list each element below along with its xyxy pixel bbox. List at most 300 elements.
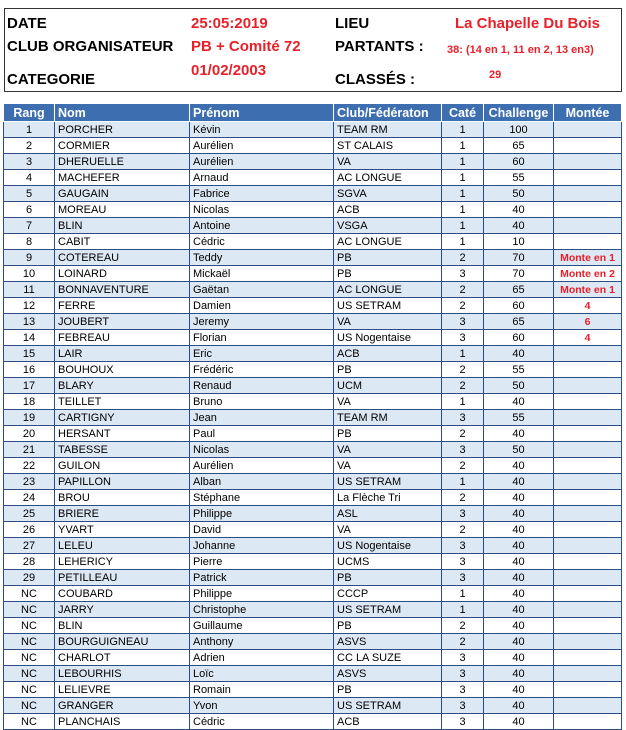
prenom-cell: Nicolas (190, 442, 334, 458)
challenge-cell: 55 (484, 362, 554, 378)
montee-cell (554, 586, 622, 602)
column-header-club: Club/Fédératon (334, 104, 442, 122)
prenom-cell: Philippe (190, 506, 334, 522)
club-cell: ACB (334, 346, 442, 362)
nom-cell: BRIERE (55, 506, 190, 522)
prenom-cell: Damien (190, 298, 334, 314)
table-row (4, 570, 622, 586)
rang-cell: 24 (4, 490, 55, 506)
montee-cell (554, 138, 622, 154)
cate-cell: 2 (442, 618, 484, 634)
classes-label: CLASSÉS : (335, 71, 416, 88)
cate-cell: 2 (442, 634, 484, 650)
challenge-cell: 40 (484, 458, 554, 474)
club-cell: ASVS (334, 666, 442, 682)
challenge-cell: 55 (484, 170, 554, 186)
nom-cell: GAUGAIN (55, 186, 190, 202)
categorie-label: CATEGORIE (7, 71, 96, 88)
rang-cell: NC (4, 618, 55, 634)
table-row (4, 426, 622, 442)
montee-cell (554, 202, 622, 218)
date-value: 25:05:2019 (191, 15, 268, 32)
challenge-cell: 40 (484, 218, 554, 234)
prenom-cell: Bruno (190, 394, 334, 410)
prenom-cell: Aurélien (190, 154, 334, 170)
club-organisateur-value: PB + Comité 72 (191, 38, 301, 55)
lieu-label: LIEU (335, 15, 370, 32)
montee-cell (554, 346, 622, 362)
montee-cell (554, 458, 622, 474)
challenge-cell: 40 (484, 554, 554, 570)
column-header-montee: Montée (554, 104, 622, 122)
nom-cell: LEBOURHIS (55, 666, 190, 682)
challenge-cell: 60 (484, 154, 554, 170)
table-row (4, 522, 622, 538)
challenge-cell: 40 (484, 522, 554, 538)
cate-cell: 3 (442, 330, 484, 346)
montee-cell (554, 218, 622, 234)
challenge-cell: 10 (484, 234, 554, 250)
table-row (4, 378, 622, 394)
rang-cell: 1 (4, 122, 55, 138)
nom-cell: BLARY (55, 378, 190, 394)
partants-value: 38: (14 en 1, 11 en 2, 13 en3) (447, 44, 594, 56)
rang-cell: 16 (4, 362, 55, 378)
montee-cell (554, 474, 622, 490)
prenom-cell: Antoine (190, 218, 334, 234)
challenge-cell: 50 (484, 378, 554, 394)
prenom-cell: Fabrice (190, 186, 334, 202)
club-cell: US SETRAM (334, 602, 442, 618)
montee-cell (554, 634, 622, 650)
prenom-cell: Aurélien (190, 458, 334, 474)
prenom-cell: Guillaume (190, 618, 334, 634)
nom-cell: PAPILLON (55, 474, 190, 490)
rang-cell: 20 (4, 426, 55, 442)
club-cell: VSGA (334, 218, 442, 234)
montee-cell: Monte en 1 (554, 250, 622, 266)
nom-cell: CARTIGNY (55, 410, 190, 426)
nom-cell: YVART (55, 522, 190, 538)
club-cell: PB (334, 570, 442, 586)
nom-cell: JARRY (55, 602, 190, 618)
rang-cell: NC (4, 602, 55, 618)
nom-cell: BLIN (55, 618, 190, 634)
prenom-cell: Christophe (190, 602, 334, 618)
club-cell: La Flèche Tri (334, 490, 442, 506)
montee-cell (554, 522, 622, 538)
table-row (4, 682, 622, 698)
montee-cell (554, 186, 622, 202)
challenge-cell: 60 (484, 298, 554, 314)
prenom-cell: Jeremy (190, 314, 334, 330)
nom-cell: PLANCHAIS (55, 714, 190, 730)
nom-cell: GUILON (55, 458, 190, 474)
column-header-prenom: Prénom (190, 104, 334, 122)
montee-cell (554, 698, 622, 714)
table-row (4, 538, 622, 554)
cate-cell: 2 (442, 522, 484, 538)
rang-cell: 4 (4, 170, 55, 186)
column-header-rang: Rang (4, 104, 55, 122)
prenom-cell: Stéphane (190, 490, 334, 506)
club-organisateur-label: CLUB ORGANISATEUR (7, 38, 174, 55)
nom-cell: LELEU (55, 538, 190, 554)
column-header-cate: Caté (442, 104, 484, 122)
challenge-cell: 40 (484, 394, 554, 410)
table-row (4, 394, 622, 410)
club-cell: US Nogentaise (334, 330, 442, 346)
table-row (4, 314, 622, 330)
montee-cell: 4 (554, 330, 622, 346)
club-cell: US Nogentaise (334, 538, 442, 554)
cate-cell: 1 (442, 202, 484, 218)
montee-cell: Monte en 2 (554, 266, 622, 282)
montee-cell (554, 650, 622, 666)
club-cell: ST CALAIS (334, 138, 442, 154)
nom-cell: TABESSE (55, 442, 190, 458)
club-cell: TEAM RM (334, 122, 442, 138)
cate-cell: 3 (442, 410, 484, 426)
montee-cell (554, 362, 622, 378)
challenge-cell: 40 (484, 650, 554, 666)
club-cell: VA (334, 314, 442, 330)
montee-cell (554, 490, 622, 506)
montee-cell (554, 666, 622, 682)
prenom-cell: Loïc (190, 666, 334, 682)
montee-cell (554, 394, 622, 410)
rang-cell: 19 (4, 410, 55, 426)
montee-cell: 4 (554, 298, 622, 314)
cate-cell: 1 (442, 586, 484, 602)
challenge-cell: 40 (484, 346, 554, 362)
challenge-cell: 70 (484, 266, 554, 282)
club-cell: UCM (334, 378, 442, 394)
rang-cell: 25 (4, 506, 55, 522)
montee-cell (554, 170, 622, 186)
prenom-cell: Renaud (190, 378, 334, 394)
cate-cell: 1 (442, 602, 484, 618)
club-cell: VA (334, 522, 442, 538)
cate-cell: 3 (442, 442, 484, 458)
prenom-cell: Jean (190, 410, 334, 426)
club-cell: AC LONGUE (334, 282, 442, 298)
nom-cell: FERRE (55, 298, 190, 314)
challenge-cell: 40 (484, 602, 554, 618)
rang-cell: 6 (4, 202, 55, 218)
cate-cell: 3 (442, 650, 484, 666)
rang-cell: 10 (4, 266, 55, 282)
nom-cell: MACHEFER (55, 170, 190, 186)
club-cell: ASVS (334, 634, 442, 650)
challenge-cell: 40 (484, 570, 554, 586)
cate-cell: 3 (442, 506, 484, 522)
rang-cell: NC (4, 698, 55, 714)
challenge-cell: 40 (484, 506, 554, 522)
prenom-cell: David (190, 522, 334, 538)
cate-cell: 3 (442, 314, 484, 330)
table-row (4, 186, 622, 202)
challenge-cell: 100 (484, 122, 554, 138)
montee-cell (554, 618, 622, 634)
cate-cell: 3 (442, 570, 484, 586)
challenge-cell: 40 (484, 698, 554, 714)
prenom-cell: Yvon (190, 698, 334, 714)
prenom-cell: Anthony (190, 634, 334, 650)
cate-cell: 2 (442, 426, 484, 442)
cate-cell: 1 (442, 186, 484, 202)
challenge-cell: 40 (484, 634, 554, 650)
club-cell: US SETRAM (334, 298, 442, 314)
montee-cell (554, 714, 622, 730)
table-row (4, 458, 622, 474)
cate-cell: 1 (442, 234, 484, 250)
table-row (4, 122, 622, 138)
cate-cell: 1 (442, 474, 484, 490)
nom-cell: MOREAU (55, 202, 190, 218)
event-info-header (4, 8, 622, 92)
challenge-cell: 40 (484, 538, 554, 554)
montee-cell (554, 682, 622, 698)
cate-cell: 2 (442, 362, 484, 378)
nom-cell: BOUHOUX (55, 362, 190, 378)
date-label: DATE (7, 15, 47, 32)
prenom-cell: Cédric (190, 234, 334, 250)
rang-cell: 29 (4, 570, 55, 586)
rang-cell: 28 (4, 554, 55, 570)
club-cell: AC LONGUE (334, 234, 442, 250)
nom-cell: CABIT (55, 234, 190, 250)
club-cell: VA (334, 394, 442, 410)
rang-cell: 3 (4, 154, 55, 170)
club-cell: UCMS (334, 554, 442, 570)
table-row (4, 250, 622, 266)
cate-cell: 3 (442, 698, 484, 714)
challenge-cell: 50 (484, 186, 554, 202)
categorie-value: 01/02/2003 (191, 62, 267, 79)
rang-cell: 5 (4, 186, 55, 202)
nom-cell: BONNAVENTURE (55, 282, 190, 298)
nom-cell: HERSANT (55, 426, 190, 442)
nom-cell: CHARLOT (55, 650, 190, 666)
club-cell: AC LONGUE (334, 170, 442, 186)
club-cell: ACB (334, 202, 442, 218)
cate-cell: 1 (442, 122, 484, 138)
montee-cell (554, 378, 622, 394)
table-row (4, 714, 622, 730)
montee-cell (554, 234, 622, 250)
montee-cell (554, 442, 622, 458)
nom-cell: DHERUELLE (55, 154, 190, 170)
table-row (4, 362, 622, 378)
nom-cell: GRANGER (55, 698, 190, 714)
club-cell: ASL (334, 506, 442, 522)
prenom-cell: Teddy (190, 250, 334, 266)
cate-cell: 2 (442, 458, 484, 474)
table-row (4, 490, 622, 506)
cate-cell: 2 (442, 298, 484, 314)
table-row (4, 282, 622, 298)
challenge-cell: 40 (484, 618, 554, 634)
rang-cell: 23 (4, 474, 55, 490)
nom-cell: BOURGUIGNEAU (55, 634, 190, 650)
challenge-cell: 70 (484, 250, 554, 266)
prenom-cell: Patrick (190, 570, 334, 586)
club-cell: TEAM RM (334, 410, 442, 426)
table-row (4, 138, 622, 154)
rang-cell: NC (4, 714, 55, 730)
challenge-cell: 65 (484, 138, 554, 154)
cate-cell: 1 (442, 394, 484, 410)
montee-cell (554, 410, 622, 426)
table-row (4, 634, 622, 650)
club-cell: VA (334, 442, 442, 458)
cate-cell: 2 (442, 490, 484, 506)
prenom-cell: Romain (190, 682, 334, 698)
table-row (4, 266, 622, 282)
montee-cell (554, 426, 622, 442)
prenom-cell: Paul (190, 426, 334, 442)
montee-cell (554, 122, 622, 138)
table-row (4, 618, 622, 634)
rang-cell: 17 (4, 378, 55, 394)
table-row (4, 410, 622, 426)
column-header-challenge: Challenge (484, 104, 554, 122)
results-table (3, 103, 622, 730)
rang-cell: 26 (4, 522, 55, 538)
nom-cell: LELIEVRE (55, 682, 190, 698)
rang-cell: 13 (4, 314, 55, 330)
cate-cell: 3 (442, 666, 484, 682)
montee-cell (554, 538, 622, 554)
cate-cell: 2 (442, 282, 484, 298)
nom-cell: BROU (55, 490, 190, 506)
club-cell: US SETRAM (334, 474, 442, 490)
prenom-cell: Arnaud (190, 170, 334, 186)
prenom-cell: Adrien (190, 650, 334, 666)
rang-cell: 7 (4, 218, 55, 234)
rang-cell: 2 (4, 138, 55, 154)
challenge-cell: 60 (484, 330, 554, 346)
cate-cell: 1 (442, 346, 484, 362)
table-row (4, 298, 622, 314)
challenge-cell: 40 (484, 490, 554, 506)
column-header-nom: Nom (55, 104, 190, 122)
table-row (4, 650, 622, 666)
challenge-cell: 40 (484, 474, 554, 490)
challenge-cell: 40 (484, 202, 554, 218)
prenom-cell: Cédric (190, 714, 334, 730)
nom-cell: COTEREAU (55, 250, 190, 266)
club-cell: PB (334, 362, 442, 378)
prenom-cell: Eric (190, 346, 334, 362)
club-cell: US SETRAM (334, 698, 442, 714)
rang-cell: NC (4, 666, 55, 682)
challenge-cell: 50 (484, 442, 554, 458)
challenge-cell: 40 (484, 586, 554, 602)
prenom-cell: Gaëtan (190, 282, 334, 298)
nom-cell: CORMIER (55, 138, 190, 154)
montee-cell (554, 554, 622, 570)
table-row (4, 170, 622, 186)
nom-cell: FEBREAU (55, 330, 190, 346)
nom-cell: BLIN (55, 218, 190, 234)
club-cell: PB (334, 682, 442, 698)
club-cell: CC LA SUZE (334, 650, 442, 666)
club-cell: PB (334, 618, 442, 634)
montee-cell (554, 570, 622, 586)
table-row (4, 602, 622, 618)
table-header-row (4, 104, 622, 122)
rang-cell: 21 (4, 442, 55, 458)
club-cell: VA (334, 458, 442, 474)
rang-cell: NC (4, 634, 55, 650)
partants-label: PARTANTS : (335, 38, 424, 55)
prenom-cell: Kévin (190, 122, 334, 138)
cate-cell: 3 (442, 554, 484, 570)
challenge-cell: 40 (484, 682, 554, 698)
table-row (4, 202, 622, 218)
cate-cell: 3 (442, 538, 484, 554)
club-cell: PB (334, 250, 442, 266)
club-cell: SGVA (334, 186, 442, 202)
table-row (4, 330, 622, 346)
table-row (4, 666, 622, 682)
prenom-cell: Philippe (190, 586, 334, 602)
cate-cell: 1 (442, 138, 484, 154)
table-row (4, 586, 622, 602)
table-row (4, 234, 622, 250)
montee-cell (554, 154, 622, 170)
nom-cell: TEILLET (55, 394, 190, 410)
rang-cell: NC (4, 650, 55, 666)
prenom-cell: Frédéric (190, 362, 334, 378)
cate-cell: 1 (442, 218, 484, 234)
cate-cell: 1 (442, 170, 484, 186)
rang-cell: 22 (4, 458, 55, 474)
table-row (4, 218, 622, 234)
cate-cell: 3 (442, 682, 484, 698)
nom-cell: PORCHER (55, 122, 190, 138)
prenom-cell: Florian (190, 330, 334, 346)
rang-cell: 9 (4, 250, 55, 266)
prenom-cell: Alban (190, 474, 334, 490)
prenom-cell: Mickaël (190, 266, 334, 282)
rang-cell: NC (4, 682, 55, 698)
rang-cell: NC (4, 586, 55, 602)
nom-cell: LAIR (55, 346, 190, 362)
prenom-cell: Johanne (190, 538, 334, 554)
rang-cell: 15 (4, 346, 55, 362)
prenom-cell: Nicolas (190, 202, 334, 218)
club-cell: PB (334, 426, 442, 442)
nom-cell: LEHERICY (55, 554, 190, 570)
table-row (4, 506, 622, 522)
rang-cell: 11 (4, 282, 55, 298)
table-row (4, 554, 622, 570)
rang-cell: 27 (4, 538, 55, 554)
cate-cell: 2 (442, 378, 484, 394)
table-row (4, 154, 622, 170)
montee-cell (554, 506, 622, 522)
montee-cell: 6 (554, 314, 622, 330)
club-cell: ACB (334, 714, 442, 730)
rang-cell: 12 (4, 298, 55, 314)
classes-value: 29 (489, 69, 502, 81)
cate-cell: 3 (442, 714, 484, 730)
challenge-cell: 55 (484, 410, 554, 426)
table-row (4, 442, 622, 458)
